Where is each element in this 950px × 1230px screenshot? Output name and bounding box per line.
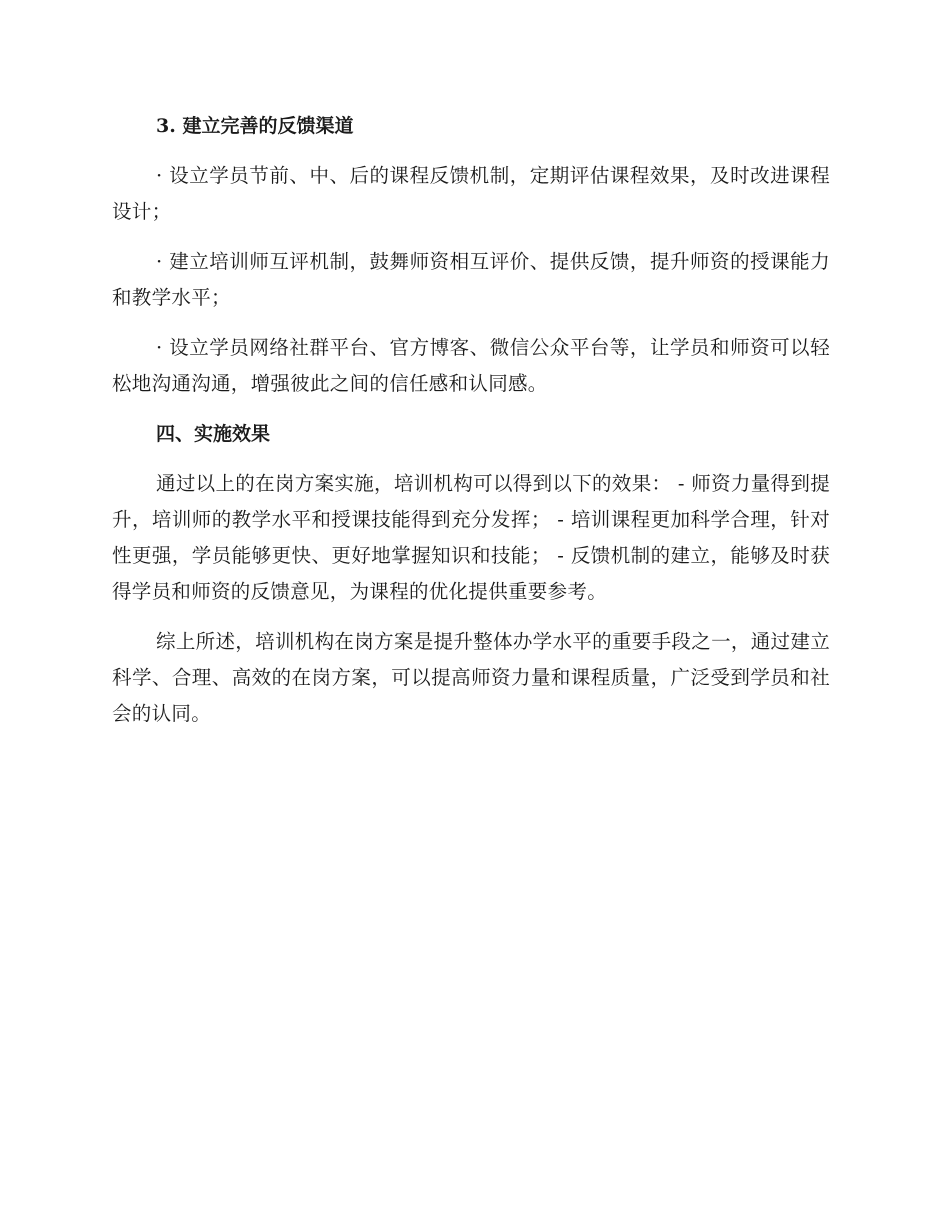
conclusion-paragraph: 综上所述，培训机构在岗方案是提升整体办学水平的重要手段之一，通过建立科学、合理、高效的在岗方案，可以提高师资力量和课程质量，广泛受到学员和社会的认同。 <box>112 630 830 725</box>
bullet-item-online-community: · 设立学员网络社群平台、官方博客、微信公众平台等，让学员和师资可以轻松地沟通沟通，增强彼此之间的信任感和认同感。 <box>112 336 830 395</box>
bullet-item-course-feedback: · 设立学员节前、中、后的课程反馈机制，定期评估课程效果，及时改进课程设计； <box>112 164 830 223</box>
section-heading-implementation-effects: 四、实施效果 <box>156 423 271 445</box>
section-heading-feedback-channels: 3. 建立完善的反馈渠道 <box>156 115 354 137</box>
effects-paragraph: 通过以上的在岗方案实施，培训机构可以得到以下的效果： - 师资力量得到提升，培训师的教学水平和授课技能得到充分发挥； - 培训课程更加科学合理，针对性更强，学员能够更快、更好地掌握知识和技能； - 反馈机制的建立，能够及时获得学员和师资的反馈意见，为课程的优化提供重要参考。 <box>112 472 830 603</box>
document-page <box>112 108 830 746</box>
bullet-item-peer-review: · 建立培训师互评机制，鼓舞师资相互评价、提供反馈，提升师资的授课能力和教学水平； <box>112 250 830 309</box>
